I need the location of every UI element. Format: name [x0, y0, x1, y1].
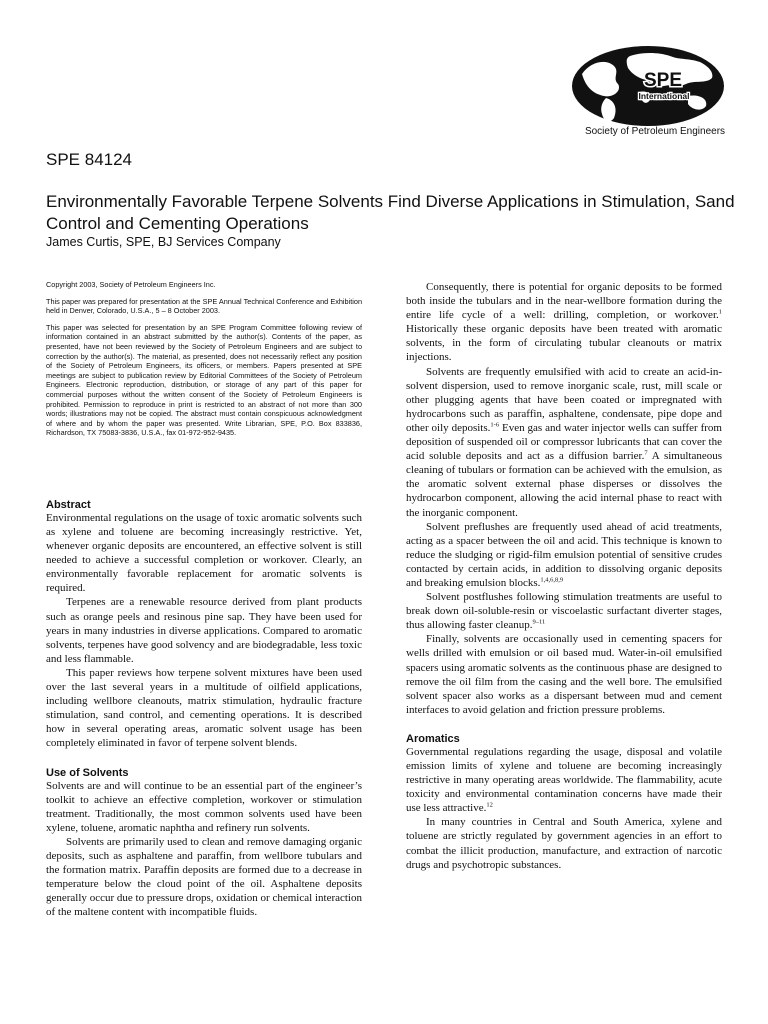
logo-text-spe: SPE	[643, 70, 683, 91]
text-run: Solvent postflushes following stimulation treatments are useful to break down oil-soluble-resin or viscoelastic surfactant diverter stages, thus allowing faster cleanup.	[406, 591, 722, 632]
paper-title: Environmentally Favorable Terpene Solvents Find Diverse Applications in Stimulation, Sand Control and Cementing Operations	[46, 192, 735, 233]
text-run: Solvents are frequently emulsified with acid to create an acid-in-solvent dispersion, used to remove inorganic scale, rust, mill scale or other plugging agents that have been coated or impregnated with hydrocarbons such as paraffin, asphaltene, condensate, pipe dope and other oily deposits.	[406, 365, 722, 434]
solvents-continued-body	[406, 280, 722, 717]
copyright-line: Copyright 2003, Society of Petroleum Engineers Inc.	[46, 280, 216, 289]
body-paragraph: Solvents are and will continue to be an essential part of the engineer’s toolkit to achieve an effective completion, workover or stimulation treatment. Traditionally, the most common solvents used have been xylene, toluene, aromatic naphtha and refinery run solvents.	[46, 779, 362, 834]
logo-text-international: International	[638, 91, 690, 101]
copyright-block	[46, 280, 362, 438]
body-paragraph: Finally, solvents are occasionally used in cementing spacers for wells drilled with emulsion or oil based mud. Water-in-oil emulsified spacers using aromatic solvents as the continuous phase are designed to remove the oil film from the casing and the well bore. The emulsified solvent spacer also works as a dispersant between mud and cement interfaces to avoid gelation and friction pressure problems.	[406, 633, 722, 716]
text-run: A simultaneous cleaning of tubulars or formation can be achieved with the emulsion, as the aromatic solvent external phase disperses or dissolves the hydrocarbon component, allowing the acid internal phase to react with the inorganic component.	[406, 450, 723, 519]
right-column	[406, 280, 722, 872]
logo-caption: Society of Petroleum Engineers	[584, 126, 726, 137]
abstract-paragraph: Terpenes are a renewable resource derived from plant products such as orange peels and resinous pine sap. They have been used for years in many industries in diverse applications. Compared to aromatic solvents, terpenes have good solvency and are biodegradable, less toxic and less flammable.	[46, 596, 362, 665]
text-run: Solvent preflushes are frequently used ahead of acid treatments, acting as a spacer between the oil and acid. This technique is known to reduce the sludging or rigid-film emulsion potential of sensitive crudes contacted by certain acids, in addition to dissolving organic deposits and breaking emulsion blocks.	[406, 520, 722, 589]
left-column	[46, 280, 362, 919]
reference-superscript: 9–11	[532, 618, 546, 626]
text-run: Governmental regulations regarding the usage, disposal and volatile emission limits of xylene and toluene are becoming increasingly restrictive in many operating areas worldwide. The flammability, acute toxicity and environmental contamination concerns have made their use less attractive.	[406, 745, 722, 815]
body-paragraph: Solvents are primarily used to clean and remove damaging organic deposits, such as asphaltene and paraffin, from wellbore tubulars and the formation matrix. Paraffin deposits are formed due to a decrease in temperature below the cloud point of the oil. Asphaltene deposits generally occur due to pressure drops, oxidation or chemical interaction of the maltene content with incompatible fluids.	[46, 835, 362, 919]
reference-superscript: 1-6	[490, 421, 500, 429]
aromatics-body	[406, 745, 722, 872]
text-run: Even gas and water injector wells can suffer from deposition of suspended oil or compressor lubricants that can cover the acid soluble deposits and act as a diffusion barrier.	[406, 421, 722, 463]
reference-superscript: 7	[644, 449, 648, 457]
abstract-body	[46, 511, 362, 751]
reference-superscript: 1	[718, 308, 722, 316]
aromatics-heading: Aromatics	[406, 732, 460, 745]
use-of-solvents-body	[46, 779, 362, 920]
use-of-solvents-heading: Use of Solvents	[46, 766, 129, 779]
paper-number: SPE 84124	[46, 150, 133, 169]
body-paragraph	[406, 365, 722, 520]
reference-superscript: 1,4,6,8,9	[540, 576, 564, 584]
abstract-paragraph: This paper reviews how terpene solvent mixtures have been used over the last several years in a multitude of oilfield applications, including wellbore cleanouts, matrix stimulation, hydraulic fracture stimulation, sand control, and cementing operations. It is described how in several operating areas, aromatic solvent usage has been completely eliminated in favor of terpene solvent blends.	[46, 666, 362, 750]
abstract-paragraph: Environmental regulations on the usage of toxic aromatic solvents such as xylene and toluene are becoming increasingly restrictive. Yet, whenever organic deposits are encountered, an effective solvent is still needed to achieve a successful completion or workover. Clearly, an environmentally favorable replacement for aromatic solvents is required.	[46, 511, 362, 595]
abstract-heading: Abstract	[46, 498, 91, 511]
review-notice: This paper was selected for presentation by an SPE Program Committee following review of information contained in an abstract submitted by the author(s). Contents of the paper, as presented, have not been reviewed by the Society of Petroleum Engineers and are subject to correction by the author(s). The material, as presented, does not necessarily reflect any position of the Society of Petroleum Engineers, its officers, or members. Papers presented at SPE meetings are subject to publication review by Editorial Committees of the Society of Petroleum Engineers. Electronic reproduction, distribution, or storage of any part of this paper for commercial purposes without the written consent of the Society of Petroleum Engineers is prohibited. Permission to reproduce in print is restricted to an abstract of not more than 300 words; illustrations may not be copied. The abstract must contain conspicuous acknowledgment of where and by whom the paper was presented. Write Librarian, SPE, P.O. Box 833836, Richardson, TX 75083-3836, U.S.A., fax 01-972-952-9435.	[46, 322, 362, 438]
authors: James Curtis, SPE, BJ Services Company	[46, 235, 281, 249]
reference-superscript: 12	[486, 801, 493, 809]
body-paragraph	[406, 280, 722, 365]
body-paragraph	[406, 590, 722, 632]
text-run: Consequently, there is potential for organic deposits to be formed both inside the tubulars and in the near-wellbore formation during the entire life cycle of a well: drilling, completion, or workover.	[406, 281, 722, 322]
body-paragraph: In many countries in Central and South America, xylene and toluene are strictly regulated by government agencies in an effort to combat the illicit production, manufacture, and extraction of narcotic drugs and psychotropic substances.	[406, 816, 722, 871]
conference-note: This paper was prepared for presentation at the SPE Annual Technical Conference and Exhibition held in Denver, Colorado, U.S.A., 5 – 8 October 2003.	[46, 296, 362, 316]
body-paragraph	[406, 520, 722, 590]
text-run: Historically these organic deposits have been treated with aromatic solvents, in the form of circulating tubular cleanouts or matrix injections.	[406, 323, 722, 364]
body-paragraph	[406, 745, 722, 815]
